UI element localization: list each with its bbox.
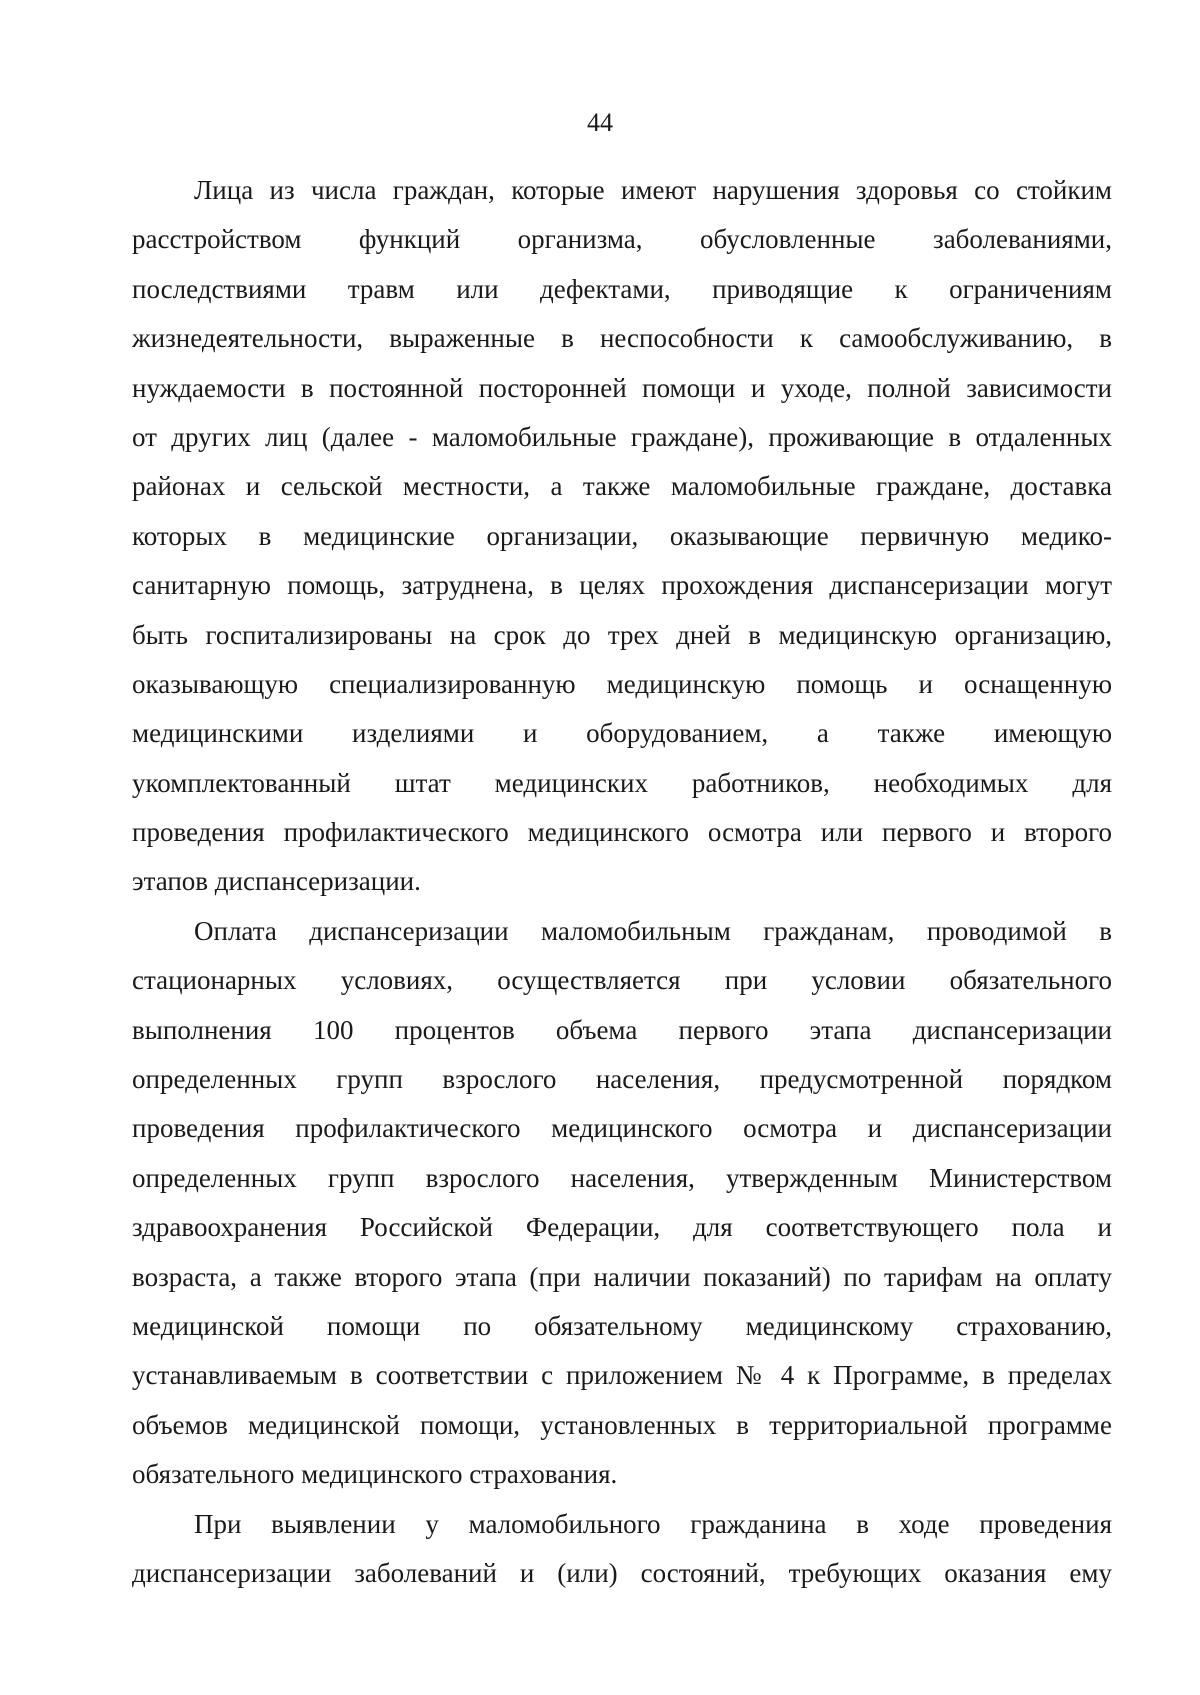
paragraph-line: устанавливаемым в соответствии с приложением № 4 к Программе, в пределах — [132, 1360, 1112, 1391]
paragraph-line: районах и сельской местности, а также маломобильные граждане, доставка — [132, 471, 1112, 502]
paragraph-line: медицинскими изделиями и оборудованием, а также имеющую — [132, 718, 1112, 749]
paragraph-line: санитарную помощь, затруднена, в целях прохождения диспансеризации могут — [132, 570, 1112, 601]
paragraph-line: Лица из числа граждан, которые имеют нарушения здоровья со стойким — [194, 175, 1112, 205]
paragraph-line: определенных групп взрослого населения, предусмотренной порядком — [132, 1064, 1112, 1095]
paragraph-1 — [132, 166, 1112, 907]
paragraph-2 — [132, 907, 1112, 1500]
paragraph-line: здравоохранения Российской Федерации, для соответствующего пола и — [132, 1212, 1112, 1243]
paragraph-line: При выявлении у маломобильного гражданина в ходе проведения — [194, 1508, 1112, 1539]
paragraph-line: этапов диспансеризации. — [132, 866, 421, 897]
paragraph-line: возраста, а также второго этапа (при наличии показаний) по тарифам на оплату — [132, 1261, 1112, 1292]
paragraph-line: быть госпитализированы на срок до трех дней в медицинскую организацию, — [132, 619, 1112, 650]
paragraph-line: медицинской помощи по обязательному медицинскому страхованию, — [132, 1310, 1112, 1341]
paragraph-line: проведения профилактического медицинского осмотра и диспансеризации — [132, 1113, 1112, 1144]
paragraph-line: которых в медицинские организации, оказывающие первичную медико- — [132, 520, 1112, 551]
paragraph-line: жизнедеятельности, выраженные в неспособности к самообслуживанию, в — [132, 323, 1112, 354]
paragraph-line: проведения профилактического медицинского осмотра или первого и второго — [132, 817, 1112, 848]
paragraph-line: определенных групп взрослого населения, утвержденным Министерством — [132, 1162, 1112, 1193]
paragraph-line: укомплектованный штат медицинских работников, необходимых для — [132, 767, 1112, 798]
paragraph-line: расстройством функций организма, обусловленные заболеваниями, — [132, 224, 1112, 255]
paragraph-line: от других лиц (далее - маломобильные граждане), проживающие в отдаленных — [132, 421, 1112, 452]
paragraph-line: диспансеризации заболеваний и (или) состояний, требующих оказания ему — [132, 1557, 1112, 1588]
page-number: 44 — [587, 108, 613, 137]
paragraph-3 — [132, 1500, 1112, 1599]
paragraph-line: Оплата диспансеризации маломобильным гражданам, проводимой в — [194, 915, 1112, 946]
document-body — [132, 166, 1112, 1598]
paragraph-line: выполнения 100 процентов объема первого этапа диспансеризации — [132, 1014, 1112, 1045]
paragraph-line: нуждаемости в постоянной посторонней помощи и уходе, полной зависимости — [132, 372, 1112, 403]
paragraph-line: стационарных условиях, осуществляется при условии обязательного — [132, 965, 1112, 996]
paragraph-line: объемов медицинской помощи, установленных в территориальной программе — [132, 1409, 1112, 1440]
paragraph-line: оказывающую специализированную медицинскую помощь и оснащенную — [132, 668, 1112, 699]
paragraph-line: последствиями травм или дефектами, приводящие к ограничениям — [132, 273, 1112, 304]
paragraph-line: обязательного медицинского страхования. — [132, 1459, 618, 1490]
